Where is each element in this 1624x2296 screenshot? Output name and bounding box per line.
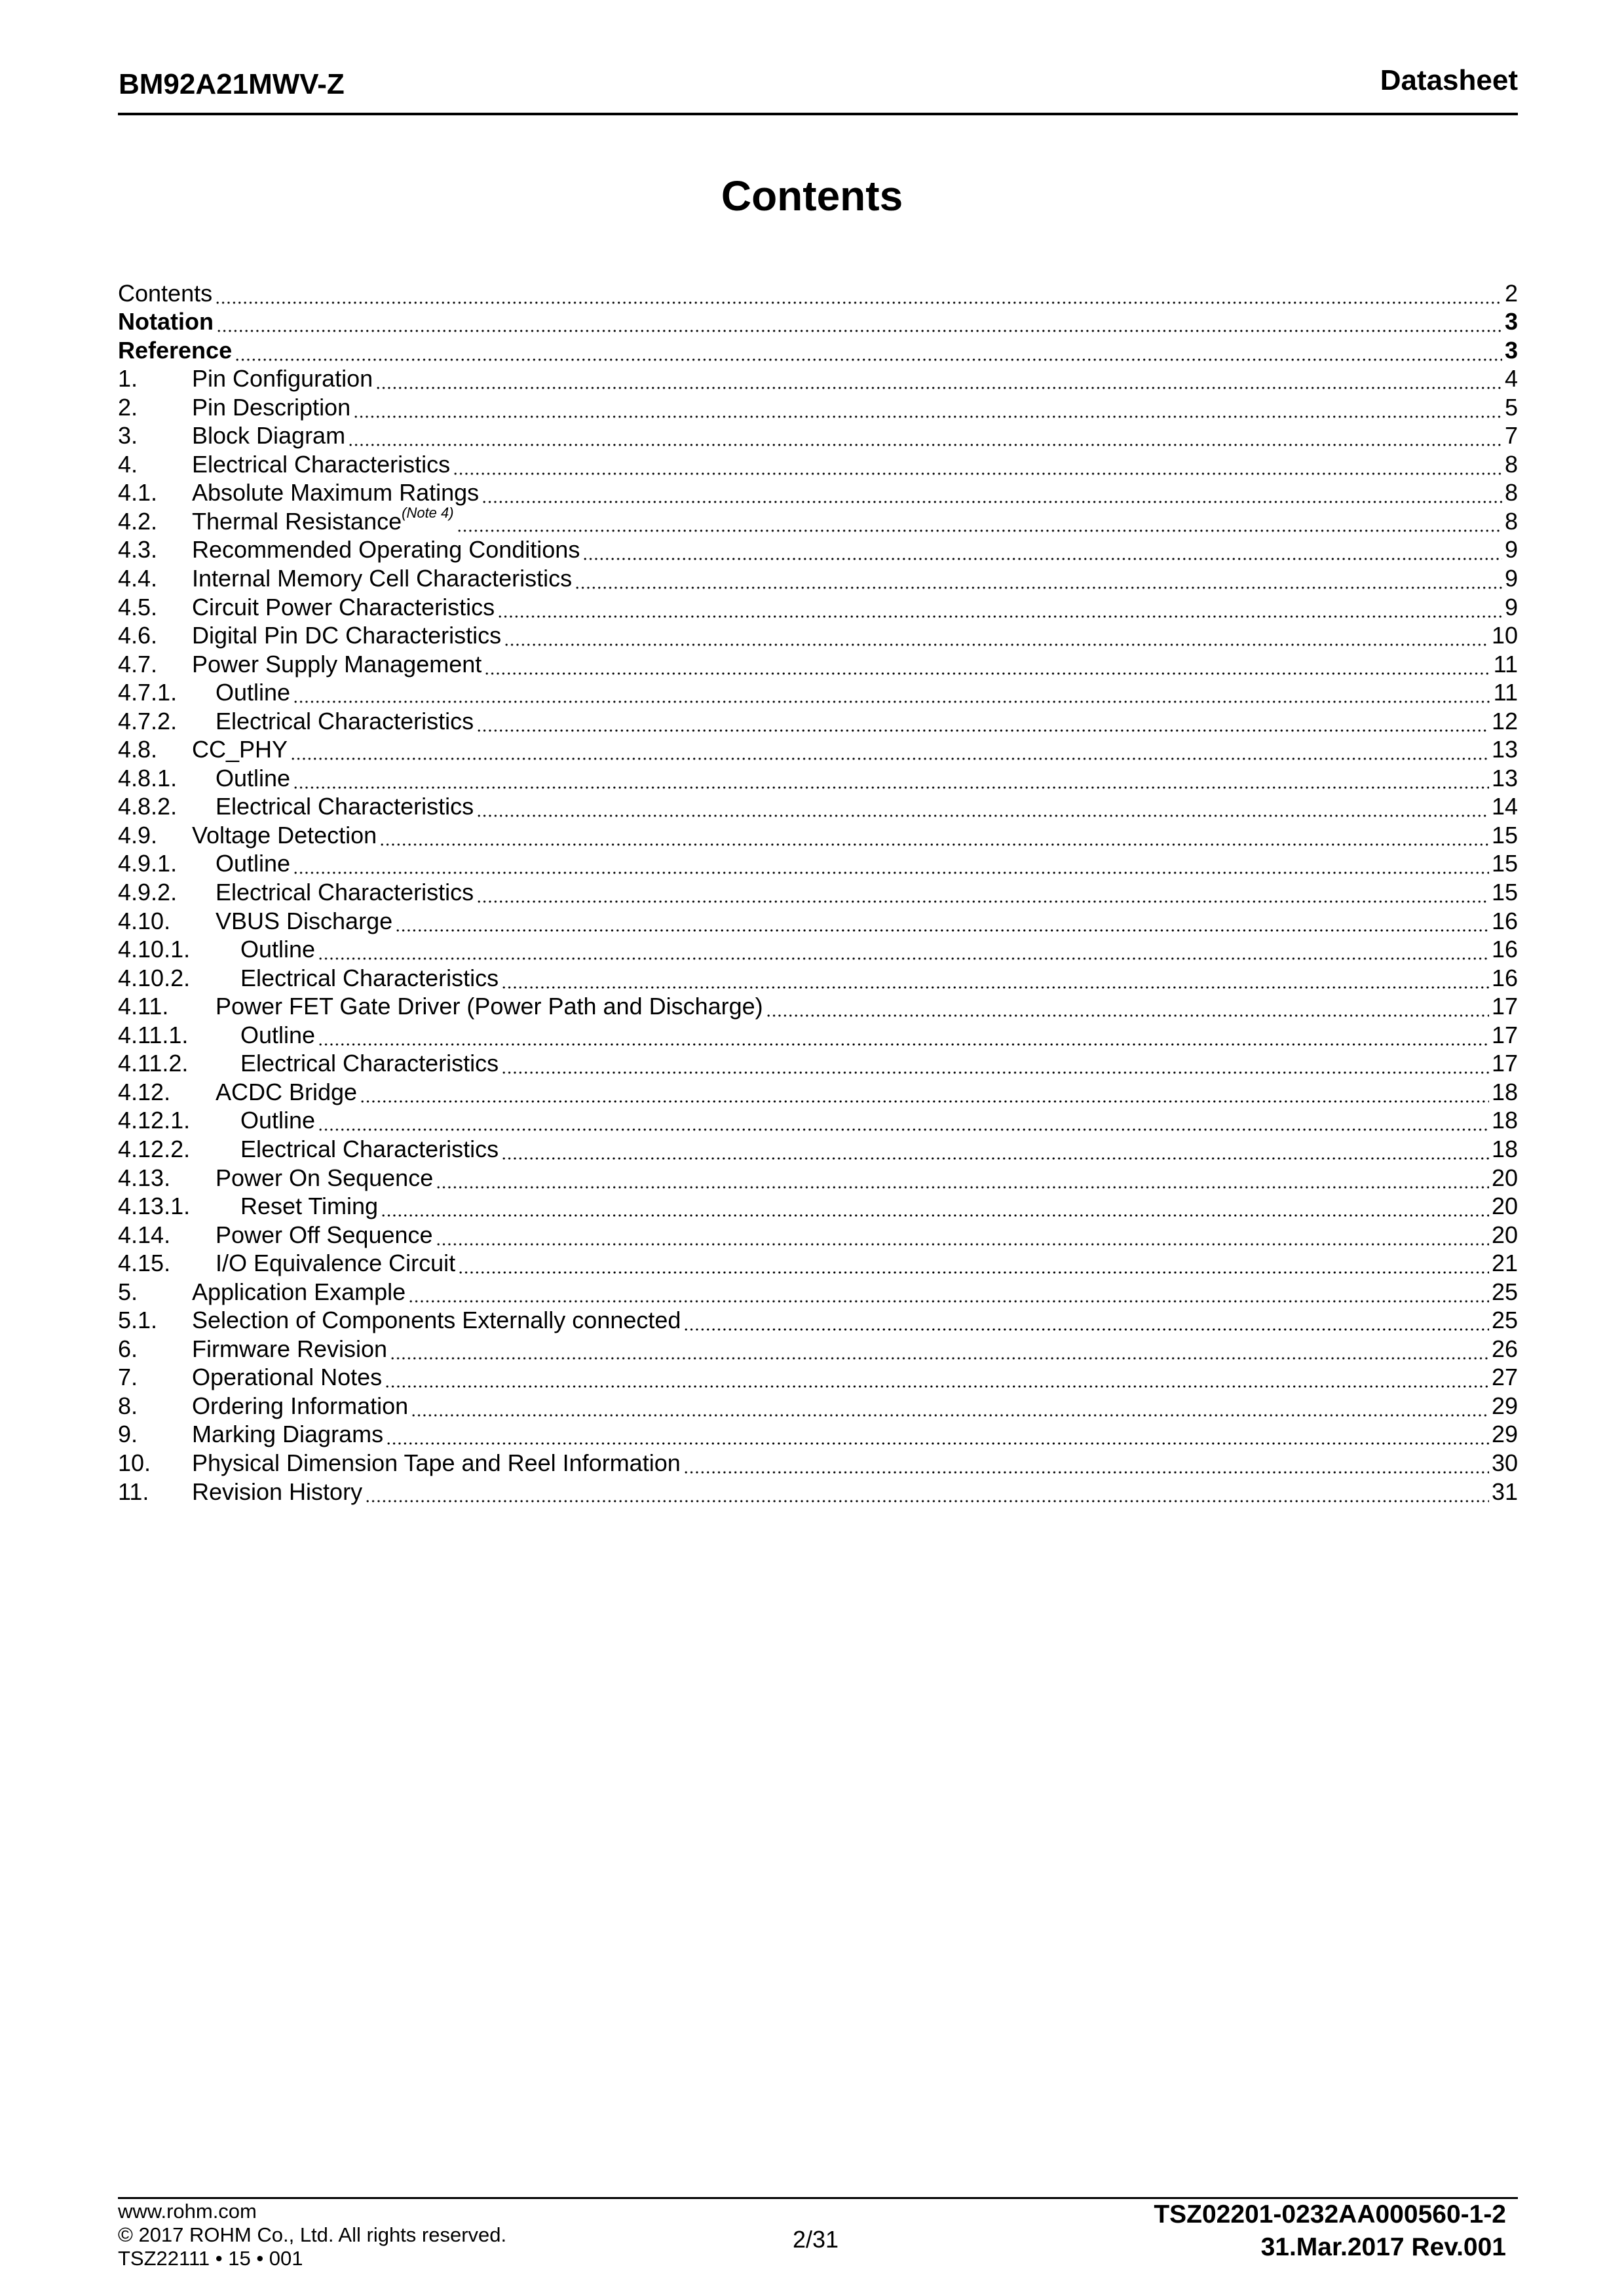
toc-entry-label[interactable]	[192, 451, 450, 478]
dot-leader	[683, 1450, 1489, 1476]
toc-entry-number: 4.12.1.	[118, 1107, 191, 1134]
dot-leader	[476, 708, 1489, 735]
toc-entry-title: Thermal Resistance	[192, 507, 402, 535]
dot-leader	[318, 1022, 1489, 1048]
toc-entry-page[interactable]: 12	[1491, 707, 1518, 735]
toc-entry-page[interactable]: 9	[1504, 565, 1518, 592]
dot-leader	[386, 1421, 1489, 1447]
toc-entry-label[interactable]	[192, 537, 580, 563]
toc-entry-label[interactable]	[240, 936, 315, 963]
toc-entry-page[interactable]: 16	[1491, 936, 1518, 963]
dot-leader	[216, 309, 1502, 335]
toc-entry-page[interactable]: 29	[1491, 1392, 1518, 1419]
toc-entry[interactable]	[118, 1248, 1518, 1277]
toc-entry-page[interactable]: 8	[1504, 450, 1518, 478]
toc-entry-page[interactable]: 3	[1504, 308, 1518, 335]
toc-entry-page[interactable]: 10	[1491, 622, 1518, 649]
toc-entry-number: 10.	[118, 1449, 151, 1476]
toc-entry-label[interactable]	[192, 480, 479, 506]
dot-leader	[381, 1193, 1489, 1219]
toc-entry[interactable]	[118, 820, 1518, 849]
toc-entry[interactable]	[118, 478, 1518, 507]
toc-entry-page[interactable]: 2	[1504, 279, 1518, 307]
toc-entry-title: Internal Memory Cell Characteristics	[192, 565, 573, 592]
toc-entry-label[interactable]	[192, 565, 572, 592]
toc-entry-number: 4.12.	[118, 1078, 171, 1105]
dot-leader	[497, 594, 1502, 621]
toc-entry-label[interactable]	[216, 908, 392, 934]
toc-entry-title: VBUS Discharge	[216, 907, 393, 934]
toc-entry-label[interactable]	[192, 622, 501, 649]
dot-leader	[457, 508, 1502, 535]
toc-entry-note: (Note 4)	[402, 504, 454, 521]
toc-entry-title: Outline	[216, 850, 291, 877]
toc-entry-page[interactable]: 25	[1491, 1307, 1518, 1334]
toc-entry-number: 11.	[118, 1478, 149, 1505]
toc-entry-number: 4.13.	[118, 1164, 171, 1191]
toc-entry-label[interactable]	[216, 1079, 357, 1105]
toc-entry-label[interactable]	[192, 504, 454, 535]
toc-entry-label[interactable]	[216, 851, 290, 877]
toc-entry-page[interactable]: 18	[1491, 1107, 1518, 1134]
dot-leader	[293, 679, 1491, 706]
toc-entry[interactable]	[118, 1419, 1518, 1448]
toc-entry-label[interactable]	[240, 1022, 315, 1048]
dot-leader	[293, 851, 1489, 877]
toc-entry-label[interactable]	[240, 1107, 315, 1134]
toc-entry-page[interactable]: 20	[1491, 1221, 1518, 1248]
dot-leader	[484, 651, 1490, 678]
toc-entry[interactable]	[118, 1105, 1518, 1134]
toc-entry[interactable]	[118, 1362, 1518, 1391]
toc-entry[interactable]	[118, 963, 1518, 991]
toc-entry-title: Power Supply Management	[192, 650, 482, 678]
toc-entry-number: 4.8.1.	[118, 764, 178, 792]
header-divider	[118, 113, 1518, 115]
toc-entry-label[interactable]	[192, 737, 288, 763]
toc-entry-title: Reference	[118, 336, 233, 364]
dot-leader	[582, 537, 1502, 563]
toc-entry-title: Revision History	[192, 1478, 363, 1505]
toc-entry-page[interactable]: 16	[1491, 907, 1518, 934]
toc-entry-label[interactable]	[192, 822, 377, 849]
toc-entry-label[interactable]	[192, 423, 345, 449]
toc-entry-page[interactable]: 11	[1493, 650, 1518, 678]
footer-left	[118, 2200, 506, 2270]
toc-entry[interactable]	[118, 735, 1518, 763]
toc-entry-title: Outline	[240, 1021, 316, 1048]
toc-entry-label[interactable]	[240, 965, 499, 991]
dot-leader	[353, 394, 1502, 421]
doc-type: Datasheet	[1380, 64, 1518, 96]
dot-leader	[395, 908, 1489, 934]
toc-entry-page[interactable]: 16	[1491, 964, 1518, 991]
toc-entry[interactable]	[118, 563, 1518, 592]
toc-entry-page[interactable]: 18	[1491, 1135, 1518, 1162]
dot-leader	[235, 337, 1502, 364]
table-of-contents	[118, 278, 1518, 1505]
toc-entry[interactable]	[118, 1447, 1518, 1476]
dot-leader	[436, 1222, 1489, 1248]
dot-leader	[318, 1107, 1489, 1134]
toc-entry[interactable]	[118, 335, 1518, 364]
toc-entry-page[interactable]: 17	[1491, 1021, 1518, 1048]
toc-entry-page[interactable]: 13	[1491, 764, 1518, 792]
toc-entry[interactable]	[118, 307, 1518, 335]
toc-entry-number: 4.10.	[118, 907, 171, 934]
toc-entry-number: 4.1.	[118, 479, 158, 507]
toc-entry[interactable]	[118, 392, 1518, 421]
dot-leader	[501, 1050, 1489, 1077]
toc-entry-title: Block Diagram	[192, 422, 346, 450]
toc-entry-page[interactable]: 14	[1491, 793, 1518, 820]
toc-entry-title: Notation	[118, 308, 214, 335]
dot-leader	[375, 366, 1502, 392]
toc-entry-label[interactable]	[192, 1336, 387, 1362]
toc-entry-number: 4.11.	[118, 993, 169, 1020]
toc-entry-number: 4.7.	[118, 650, 158, 678]
toc-entry-label[interactable]	[216, 794, 474, 820]
dot-leader	[318, 936, 1489, 963]
dot-leader	[348, 423, 1502, 449]
toc-entry-page[interactable]: 11	[1493, 679, 1518, 706]
toc-entry[interactable]	[118, 1219, 1518, 1248]
toc-entry-page[interactable]: 4	[1504, 365, 1518, 392]
toc-entry-label[interactable]	[192, 594, 495, 621]
toc-entry-page[interactable]: 15	[1491, 821, 1518, 849]
toc-entry-label[interactable]	[216, 1250, 455, 1276]
toc-entry-number: 4.5.	[118, 593, 158, 621]
toc-entry-title: CC_PHY	[192, 736, 288, 763]
toc-entry-label[interactable]	[192, 1450, 681, 1476]
toc-entry[interactable]	[118, 1077, 1518, 1105]
toc-entry-number: 4.7.2.	[118, 707, 178, 735]
toc-entry[interactable]	[118, 506, 1518, 535]
dot-leader	[476, 794, 1489, 820]
doc-number: TSZ02201-0232AA000560-1-2	[1154, 2200, 1506, 2229]
dot-leader	[385, 1364, 1489, 1390]
toc-entry-page[interactable]: 30	[1491, 1449, 1518, 1476]
toc-entry-page[interactable]: 5	[1504, 393, 1518, 421]
toc-entry-number: 4.10.1.	[118, 936, 191, 963]
toc-entry-number: 4.2.	[118, 507, 158, 535]
toc-entry-label[interactable]	[192, 1364, 382, 1390]
toc-entry-page[interactable]: 8	[1504, 479, 1518, 507]
toc-entry-number: 6.	[118, 1335, 138, 1362]
toc-entry-page[interactable]: 3	[1504, 336, 1518, 364]
toc-entry-title: Ordering Information	[192, 1392, 409, 1419]
toc-entry[interactable]	[118, 906, 1518, 934]
footer-right	[1154, 2198, 1506, 2264]
toc-entry[interactable]	[118, 1333, 1518, 1362]
toc-entry-number: 4.14.	[118, 1221, 171, 1248]
toc-entry-title: Power Off Sequence	[216, 1221, 433, 1248]
toc-entry-number: 4.9.	[118, 821, 158, 849]
toc-entry-page[interactable]: 7	[1504, 422, 1518, 450]
dot-leader	[683, 1307, 1489, 1333]
dot-leader	[379, 822, 1489, 849]
toc-entry-title: Circuit Power Characteristics	[192, 593, 495, 621]
dot-leader	[436, 1165, 1489, 1191]
toc-entry[interactable]	[118, 1191, 1518, 1220]
toc-entry-title: I/O Equivalence Circuit	[216, 1250, 456, 1277]
dot-leader	[575, 565, 1502, 592]
dot-leader	[453, 451, 1502, 478]
toc-entry[interactable]	[118, 364, 1518, 392]
toc-entry-title: Digital Pin DC Characteristics	[192, 622, 502, 649]
form-code: TSZ22111 • 15 • 001	[118, 2247, 303, 2270]
toc-entry-title: Power On Sequence	[216, 1164, 434, 1191]
toc-entry-label[interactable]	[216, 1165, 433, 1191]
toc-entry[interactable]	[118, 649, 1518, 678]
toc-entry[interactable]	[118, 1162, 1518, 1191]
toc-entry-page[interactable]: 21	[1491, 1250, 1518, 1277]
toc-entry[interactable]	[118, 1305, 1518, 1334]
toc-entry[interactable]	[118, 877, 1518, 906]
toc-entry-title: Recommended Operating Conditions	[192, 536, 580, 564]
toc-entry-page[interactable]: 17	[1491, 1050, 1518, 1077]
toc-entry-number: 4.4.	[118, 565, 158, 592]
toc-entry-title: Reset Timing	[240, 1193, 379, 1220]
toc-entry[interactable]	[118, 1134, 1518, 1162]
toc-entry-page[interactable]: 8	[1504, 507, 1518, 535]
toc-entry-page[interactable]: 15	[1491, 850, 1518, 877]
toc-entry[interactable]	[118, 421, 1518, 450]
toc-entry-page[interactable]: 31	[1491, 1478, 1518, 1505]
toc-entry-title: Application Example	[192, 1278, 406, 1305]
dot-leader	[501, 1136, 1489, 1162]
toc-entry-page[interactable]: 17	[1491, 993, 1518, 1020]
dot-leader	[360, 1079, 1489, 1105]
toc-entry-label[interactable]	[240, 1136, 499, 1162]
toc-entry-page[interactable]: 9	[1504, 536, 1518, 564]
toc-entry-title: Firmware Revision	[192, 1335, 388, 1362]
toc-entry-title: Electrical Characteristics	[192, 450, 451, 478]
toc-entry-number: 2.	[118, 393, 138, 421]
toc-entry-title: Electrical Characteristics	[216, 793, 474, 820]
toc-entry[interactable]	[118, 278, 1518, 307]
toc-entry-label[interactable]	[192, 394, 350, 421]
toc-entry[interactable]	[118, 678, 1518, 706]
toc-entry-title: Contents	[118, 279, 213, 307]
toc-entry[interactable]	[118, 1020, 1518, 1048]
toc-entry-label[interactable]	[192, 1421, 383, 1447]
website-link[interactable]: www.rohm.com	[118, 2200, 257, 2223]
toc-entry[interactable]	[118, 763, 1518, 792]
dot-leader	[390, 1336, 1489, 1362]
toc-entry[interactable]	[118, 1476, 1518, 1505]
toc-entry-number: 4.10.2.	[118, 964, 191, 991]
toc-entry-label[interactable]	[192, 366, 373, 392]
toc-entry-label[interactable]	[192, 1279, 406, 1305]
toc-entry-title: Pin Description	[192, 393, 351, 421]
dot-leader	[476, 879, 1489, 906]
toc-entry-number: 5.1.	[118, 1307, 158, 1334]
dot-leader	[293, 765, 1489, 792]
dot-leader	[458, 1250, 1489, 1276]
toc-entry-label[interactable]	[216, 708, 474, 735]
toc-entry-number: 4.11.1.	[118, 1021, 189, 1048]
toc-entry-title: Voltage Detection	[192, 821, 377, 849]
toc-entry[interactable]	[118, 792, 1518, 820]
toc-entry[interactable]	[118, 449, 1518, 478]
toc-entry-number: 8.	[118, 1392, 138, 1419]
toc-entry-page[interactable]: 20	[1491, 1164, 1518, 1191]
toc-entry[interactable]	[118, 535, 1518, 564]
toc-entry-title: Electrical Characteristics	[240, 1050, 499, 1077]
toc-entry[interactable]	[118, 934, 1518, 963]
toc-entry[interactable]	[118, 1048, 1518, 1077]
toc-entry-title: Power FET Gate Driver (Power Path and Discharge)	[216, 993, 763, 1020]
toc-entry-label[interactable]	[216, 1222, 433, 1248]
toc-entry-number: 4.11.2.	[118, 1050, 189, 1077]
toc-entry-title: Electrical Characteristics	[216, 879, 474, 906]
toc-entry-page[interactable]: 26	[1491, 1335, 1518, 1362]
dot-leader	[411, 1393, 1489, 1419]
toc-entry-number: 4.9.2.	[118, 879, 178, 906]
toc-entry-label[interactable]	[216, 993, 763, 1020]
toc-entry-number: 1.	[118, 365, 138, 392]
toc-entry-label[interactable]	[240, 1050, 499, 1077]
toc-entry-title: Electrical Characteristics	[240, 1135, 499, 1162]
toc-entry-title: Outline	[216, 679, 291, 706]
toc-entry-page[interactable]: 13	[1491, 736, 1518, 763]
toc-entry-number: 4.13.1.	[118, 1193, 191, 1220]
toc-entry-title: Marking Diagrams	[192, 1421, 384, 1448]
toc-entry-number: 4.7.1.	[118, 679, 178, 706]
toc-entry-title: Physical Dimension Tape and Reel Information	[192, 1449, 681, 1476]
toc-entry-title: Electrical Characteristics	[216, 707, 474, 735]
toc-entry-label[interactable]	[118, 309, 214, 335]
toc-entry-number: 4.12.2.	[118, 1135, 191, 1162]
toc-entry[interactable]	[118, 1276, 1518, 1305]
dot-leader	[501, 965, 1489, 991]
toc-entry-number: 3.	[118, 422, 138, 450]
part-number: BM92A21MWV-Z	[119, 68, 345, 100]
toc-entry-title: Operational Notes	[192, 1364, 383, 1391]
toc-entry-number: 4.3.	[118, 536, 158, 564]
toc-entry-page[interactable]: 20	[1491, 1193, 1518, 1220]
toc-entry-number: 4.8.2.	[118, 793, 178, 820]
toc-entry-title: Selection of Components Externally connected	[192, 1307, 681, 1334]
toc-entry-title: Outline	[240, 936, 316, 963]
dot-leader	[365, 1479, 1489, 1505]
toc-entry-title: Pin Configuration	[192, 365, 373, 392]
toc-entry-number: 9.	[118, 1421, 138, 1448]
toc-entry-number: 7.	[118, 1364, 138, 1391]
dot-leader	[215, 280, 1502, 307]
toc-entry[interactable]	[118, 1390, 1518, 1419]
toc-entry-title: ACDC Bridge	[216, 1078, 358, 1105]
toc-entry-page[interactable]: 15	[1491, 879, 1518, 906]
toc-entry-title: Outline	[240, 1107, 316, 1134]
toc-entry-page[interactable]: 25	[1491, 1278, 1518, 1305]
toc-entry-number: 5.	[118, 1278, 138, 1305]
toc-entry-title: Outline	[216, 764, 291, 792]
toc-entry[interactable]	[118, 849, 1518, 877]
dot-leader	[504, 622, 1489, 649]
toc-entry-page[interactable]: 29	[1491, 1421, 1518, 1448]
toc-entry-page[interactable]: 18	[1491, 1078, 1518, 1105]
toc-entry-label[interactable]	[192, 1307, 681, 1333]
toc-entry[interactable]	[118, 991, 1518, 1020]
page-number: 2/31	[792, 2226, 839, 2253]
dot-leader	[290, 737, 1489, 763]
toc-entry[interactable]	[118, 706, 1518, 735]
toc-entry-title: Electrical Characteristics	[240, 964, 499, 991]
toc-entry-label[interactable]	[216, 879, 474, 906]
dot-leader	[482, 480, 1502, 506]
toc-entry-label[interactable]	[216, 765, 290, 792]
toc-entry-label[interactable]	[118, 280, 212, 307]
toc-entry[interactable]	[118, 621, 1518, 649]
toc-entry-label[interactable]	[118, 337, 232, 364]
toc-entry-label[interactable]	[192, 651, 482, 678]
page-title: Contents	[721, 172, 903, 220]
copyright: © 2017 ROHM Co., Ltd. All rights reserved.	[118, 2223, 507, 2246]
toc-entry-label[interactable]	[192, 1479, 362, 1505]
date-revision: 31.Mar.2017 Rev.001	[1260, 2233, 1506, 2261]
dot-leader	[766, 993, 1489, 1020]
toc-entry-page[interactable]: 9	[1504, 593, 1518, 621]
toc-entry[interactable]	[118, 592, 1518, 621]
toc-entry-label[interactable]	[240, 1193, 378, 1219]
toc-entry-page[interactable]: 27	[1491, 1364, 1518, 1391]
toc-entry-number: 4.8.	[118, 736, 158, 763]
toc-entry-number: 4.	[118, 450, 138, 478]
dot-leader	[408, 1279, 1489, 1305]
toc-entry-number: 4.6.	[118, 622, 158, 649]
toc-entry-number: 4.15.	[118, 1250, 171, 1277]
toc-entry-number: 4.9.1.	[118, 850, 178, 877]
toc-entry-label[interactable]	[192, 1393, 408, 1419]
toc-entry-title: Absolute Maximum Ratings	[192, 479, 480, 507]
toc-entry-label[interactable]	[216, 679, 290, 706]
